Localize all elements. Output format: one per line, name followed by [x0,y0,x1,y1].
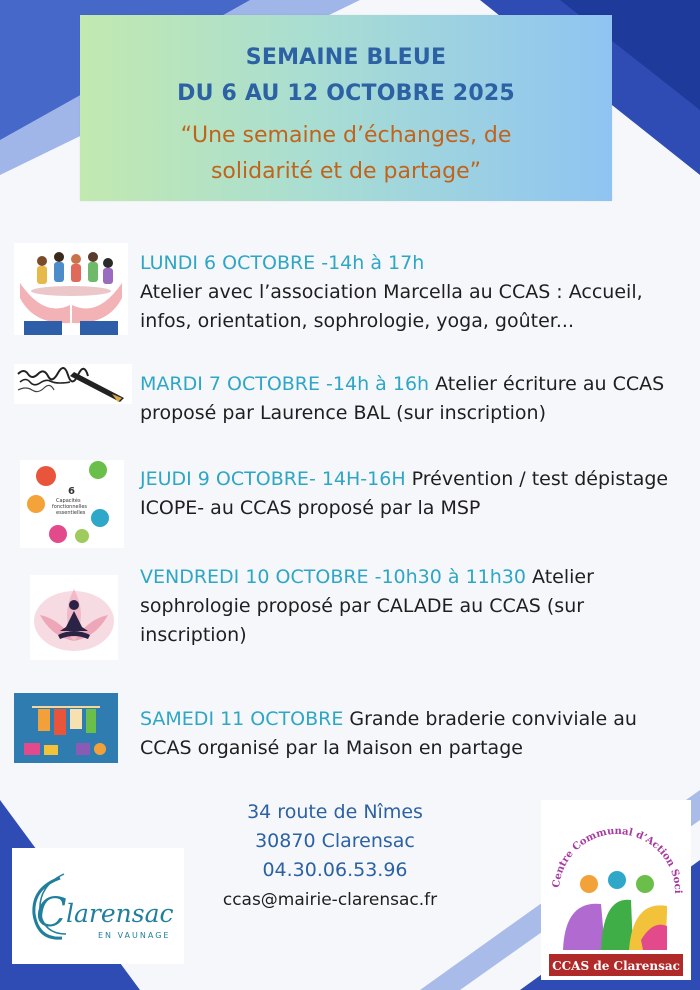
icope-label-2: fonctionnelles [52,504,88,510]
event-description: Grande braderie conviviale au CCAS organisé par la Maison en partage [140,708,637,759]
event-date: SAMEDI 11 OCTOBRE [140,708,344,730]
ccas-logo-mark [541,800,691,980]
event-description: Prévention / test dépistage ICOPE- au CCAS proposé par la MSP [140,468,669,519]
event-date: LUNDI 6 OCTOBRE -14h à 17h [140,252,425,274]
event-date: VENDREDI 10 OCTOBRE -10h30 à 11h30 [140,566,526,588]
event-friday [140,563,680,650]
event-thursday [140,465,680,523]
clarensac-logo [12,848,184,964]
meditation-lotus-illustration [30,575,118,660]
address-street: 34 route de Nîmes [247,801,423,823]
subtitle-line-2: solidarité et de partage” [210,159,482,184]
event-description: Atelier sophrologie proposé par CALADE au CCAS (sur inscription) [140,566,594,646]
address-city: 30870 Clarensac [255,830,415,852]
date-range-title: DU 6 AU 12 OCTOBRE 2025 [177,81,515,106]
pen-writing-illustration [14,364,132,404]
icope-number: 6 [68,486,75,497]
page-title: SEMAINE BLEUE [245,45,447,70]
event-saturday [140,705,680,763]
subtitle-line-1: “Une semaine d’échanges, de [180,123,512,148]
email-address: ccas@mairie-clarensac.fr [222,890,438,910]
logo-tagline: EN VAUNAGE [98,931,171,940]
event-date: MARDI 7 OCTOBRE -14h à 16h [140,373,430,395]
ccas-arc-text: Centre Communal d’Action Soci [551,825,684,894]
event-tuesday [140,370,680,428]
ccas-logo [541,800,691,980]
ccas-footer-label: CCAS de Clarensac [552,959,680,973]
phone-number: 04.30.06.53.96 [262,859,408,881]
logo-name: larensac [66,899,174,928]
event-description: Atelier écriture au CCAS proposé par Laurence BAL (sur inscription) [140,373,665,424]
clothing-rack-illustration [14,693,118,763]
title-banner [80,15,612,201]
logo-initial: C [36,890,67,936]
icope-label-1: Capacités [56,498,81,504]
icope-capacities-diagram [20,460,124,548]
clarensac-logo-mark [12,848,184,964]
hands-community-illustration [14,243,128,335]
event-description: Atelier avec l’association Marcella au CCAS : Accueil, infos, orientation, sophrologie, yoga, goûter... [140,281,643,332]
event-date: JEUDI 9 OCTOBRE- 14H-16H [140,468,406,490]
event-monday [140,249,680,336]
icope-label-3: essentielles [56,510,86,516]
